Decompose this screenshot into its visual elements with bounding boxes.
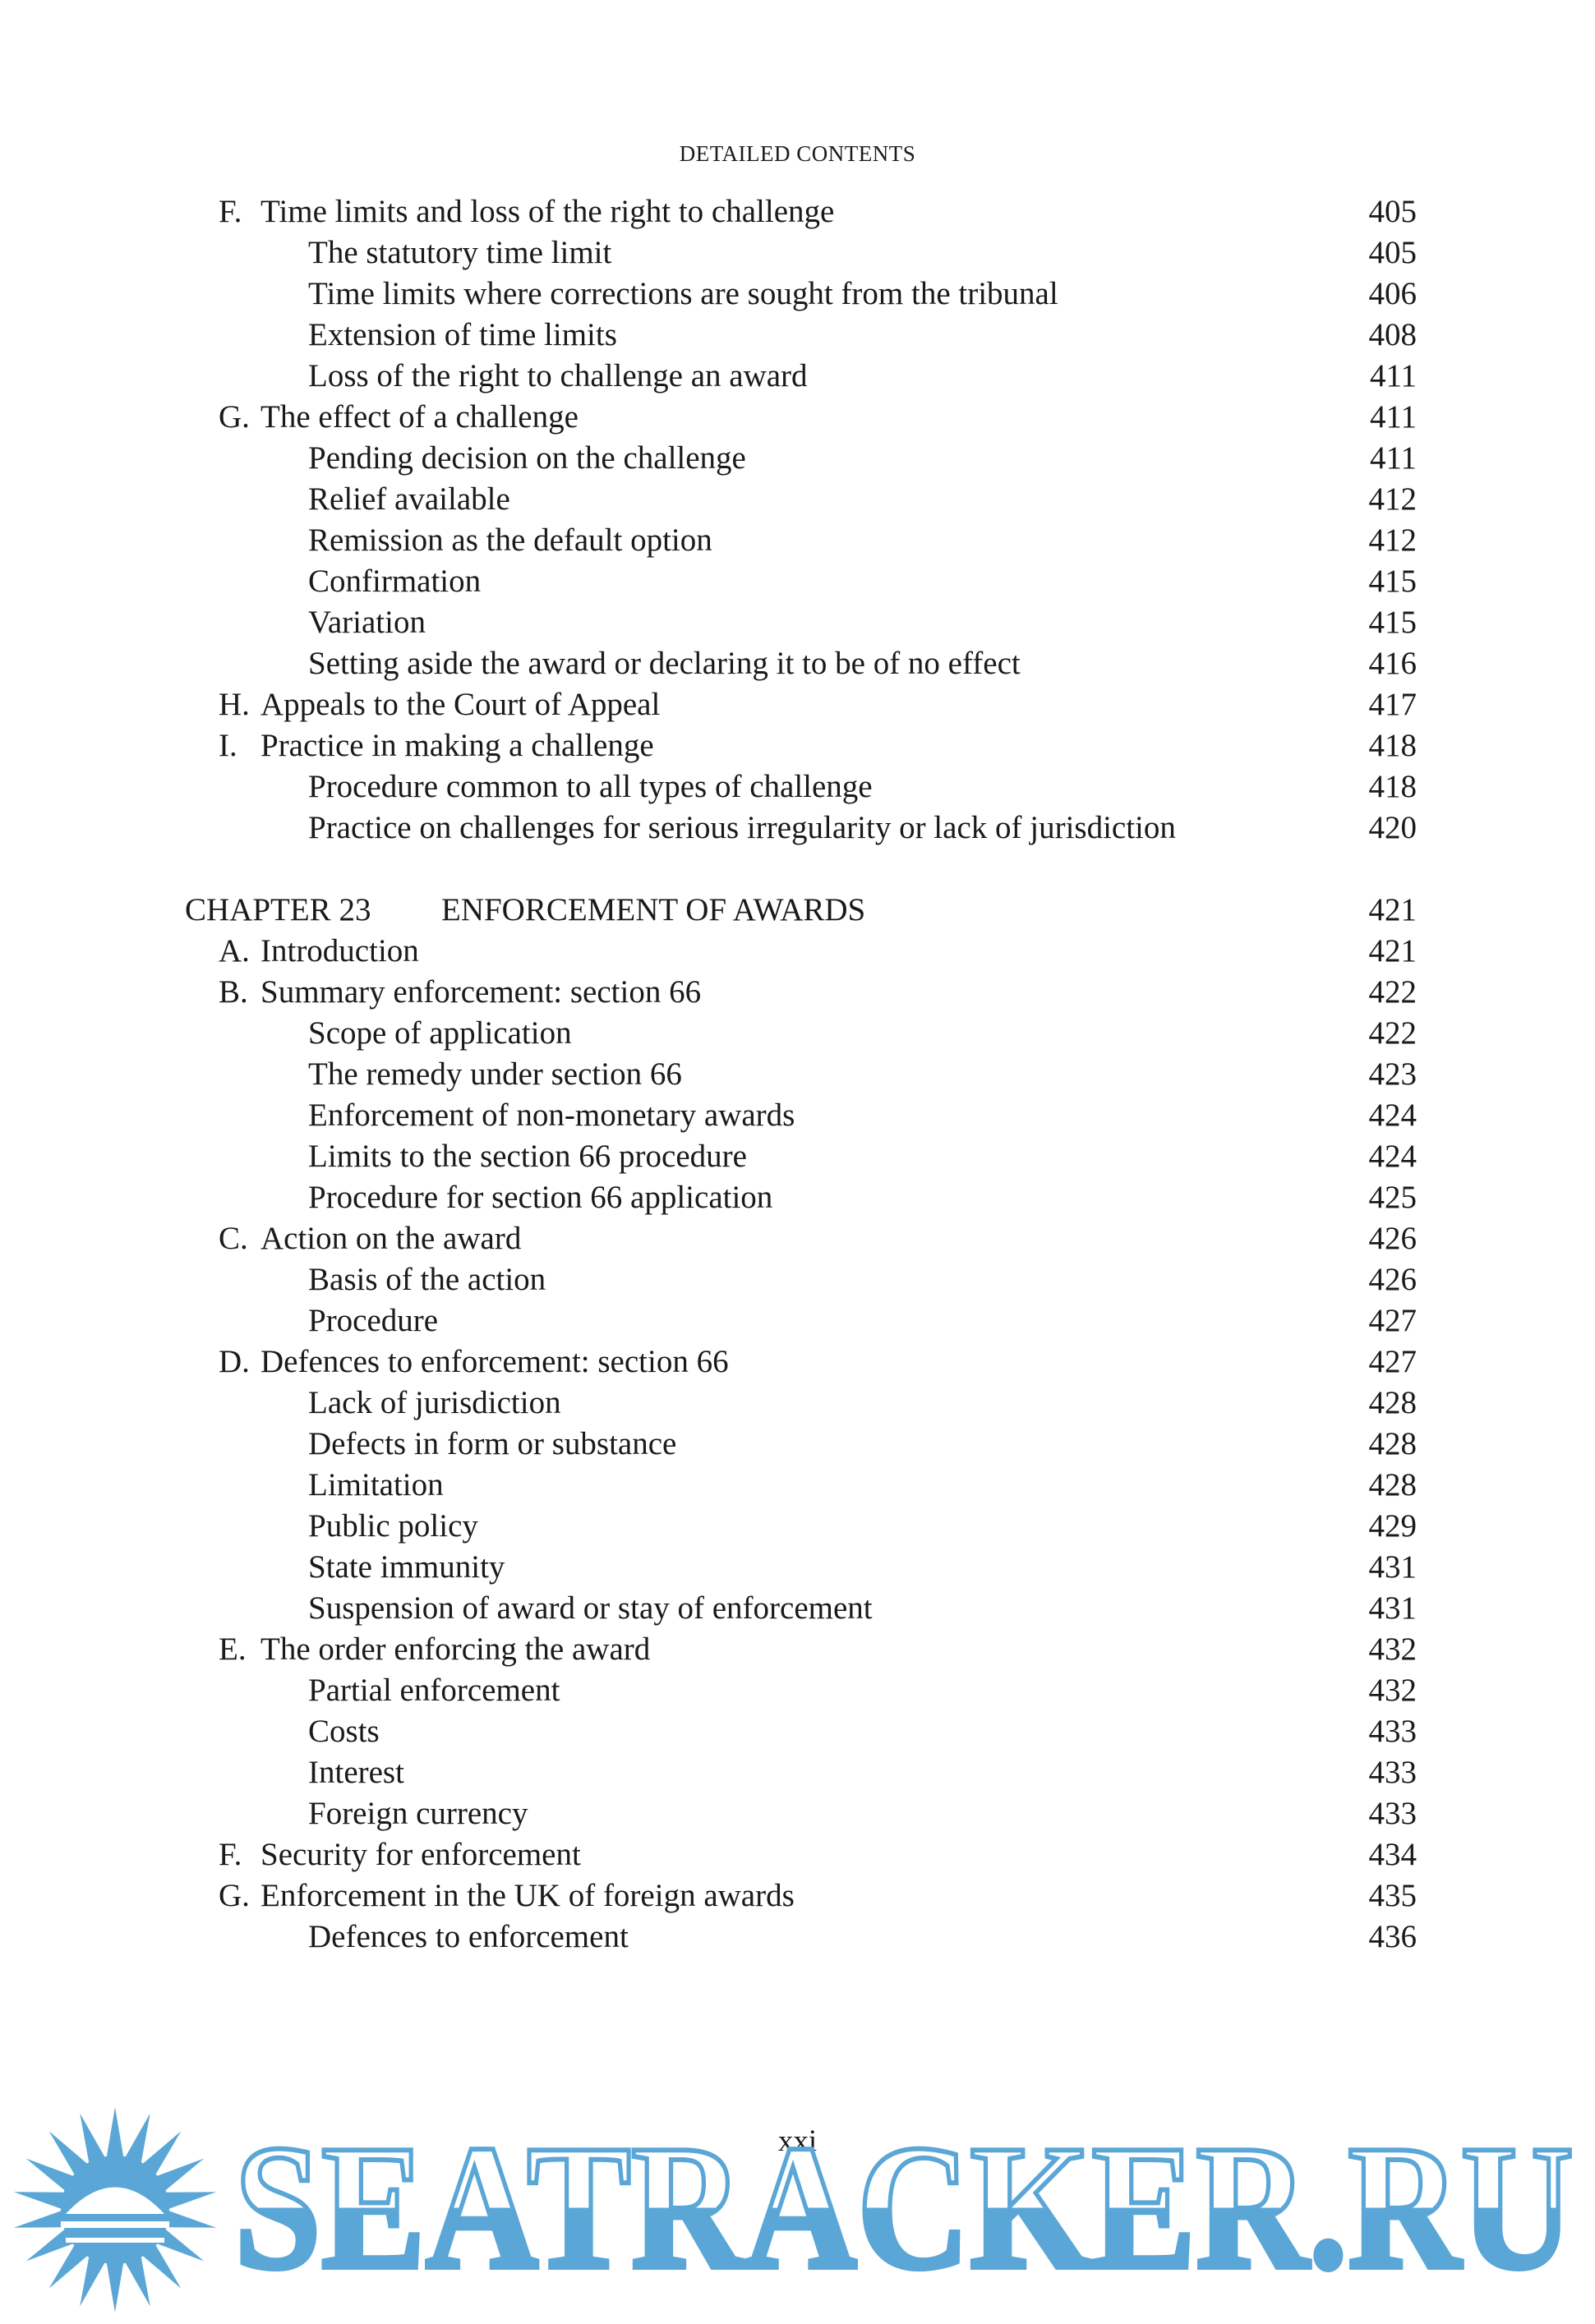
toc-entry[interactable]: Scope of application 422	[308, 1015, 1417, 1051]
toc-entry[interactable]: G. Enforcement in the UK of foreign awards 435	[219, 1878, 1417, 1913]
toc-entry[interactable]: The statutory time limit 405	[308, 235, 1417, 270]
sun-logo-icon	[12, 2107, 218, 2312]
watermark	[0, 2087, 1595, 2324]
toc-entry[interactable]: Pending decision on the challenge 411	[308, 440, 1417, 476]
toc-entry[interactable]: F. Time limits and loss of the right to challenge 405	[219, 194, 1417, 229]
toc-entry[interactable]: Limits to the section 66 procedure 424	[308, 1139, 1417, 1174]
toc-entry[interactable]: Remission as the default option 412	[308, 522, 1417, 558]
toc-entry[interactable]: D. Defences to enforcement: section 66 427	[219, 1344, 1417, 1379]
toc-entry[interactable]: Interest 433	[308, 1755, 1417, 1790]
toc-entry[interactable]: Foreign currency 433	[308, 1796, 1417, 1831]
toc-entry[interactable]: Procedure for section 66 application 425	[308, 1180, 1417, 1215]
toc-entry[interactable]: F. Security for enforcement 434	[219, 1837, 1417, 1872]
toc-entry[interactable]: Procedure common to all types of challenge 418	[308, 769, 1417, 804]
toc-entry[interactable]: Defences to enforcement 436	[308, 1919, 1417, 1954]
toc-entry[interactable]: Partial enforcement 432	[308, 1673, 1417, 1708]
toc-entry[interactable]: Loss of the right to challenge an award 411	[308, 358, 1417, 393]
toc-entry[interactable]: Variation 415	[308, 605, 1417, 640]
toc-entry[interactable]: Lack of jurisdiction 428	[308, 1385, 1417, 1420]
toc-entry[interactable]: H. Appeals to the Court of Appeal 417	[219, 687, 1417, 722]
running-head: DETAILED CONTENTS	[679, 141, 916, 166]
toc-entry[interactable]: I. Practice in making a challenge 418	[219, 728, 1417, 763]
toc-entry[interactable]: Relief available 412	[308, 481, 1417, 517]
toc-entry[interactable]: Defects in form or substance 428	[308, 1426, 1417, 1461]
toc-entry[interactable]: Costs 433	[308, 1714, 1417, 1749]
toc-entry[interactable]: B. Summary enforcement: section 66 422	[219, 974, 1417, 1010]
toc-entry[interactable]: Time limits where corrections are sought from the tribunal 406	[308, 276, 1417, 311]
toc-entry[interactable]: State immunity 431	[308, 1549, 1417, 1585]
toc-entry[interactable]: Confirmation 415	[308, 564, 1417, 599]
watermark-text: SEATRACKER.RU	[234, 2109, 1574, 2307]
toc-entry[interactable]: Extension of time limits 408	[308, 317, 1417, 352]
toc-entry[interactable]: Practice on challenges for serious irregularity or lack of jurisdiction 420	[308, 810, 1417, 845]
toc-entry[interactable]: C. Action on the award 426	[219, 1221, 1417, 1256]
chapter-heading[interactable]: CHAPTER 23 ENFORCEMENT OF AWARDS 421	[185, 892, 1417, 927]
toc-entry[interactable]: Public policy 429	[308, 1508, 1417, 1544]
toc-entry[interactable]: Enforcement of non-monetary awards 424	[308, 1098, 1417, 1133]
toc-entry[interactable]: Procedure 427	[308, 1303, 1417, 1338]
toc-entry[interactable]: E. The order enforcing the award 432	[219, 1631, 1417, 1667]
toc-entry[interactable]: The remedy under section 66 423	[308, 1056, 1417, 1092]
toc-entry[interactable]: Limitation 428	[308, 1467, 1417, 1503]
toc-entry[interactable]: Basis of the action 426	[308, 1262, 1417, 1297]
toc-entry[interactable]: Setting aside the award or declaring it to be of no effect 416	[308, 646, 1417, 681]
toc-entry[interactable]: A. Introduction 421	[219, 933, 1417, 969]
page-number: xxi	[777, 2124, 818, 2158]
toc-entry[interactable]: G. The effect of a challenge 411	[219, 399, 1417, 435]
toc-entry[interactable]: Suspension of award or stay of enforcement 431	[308, 1590, 1417, 1626]
